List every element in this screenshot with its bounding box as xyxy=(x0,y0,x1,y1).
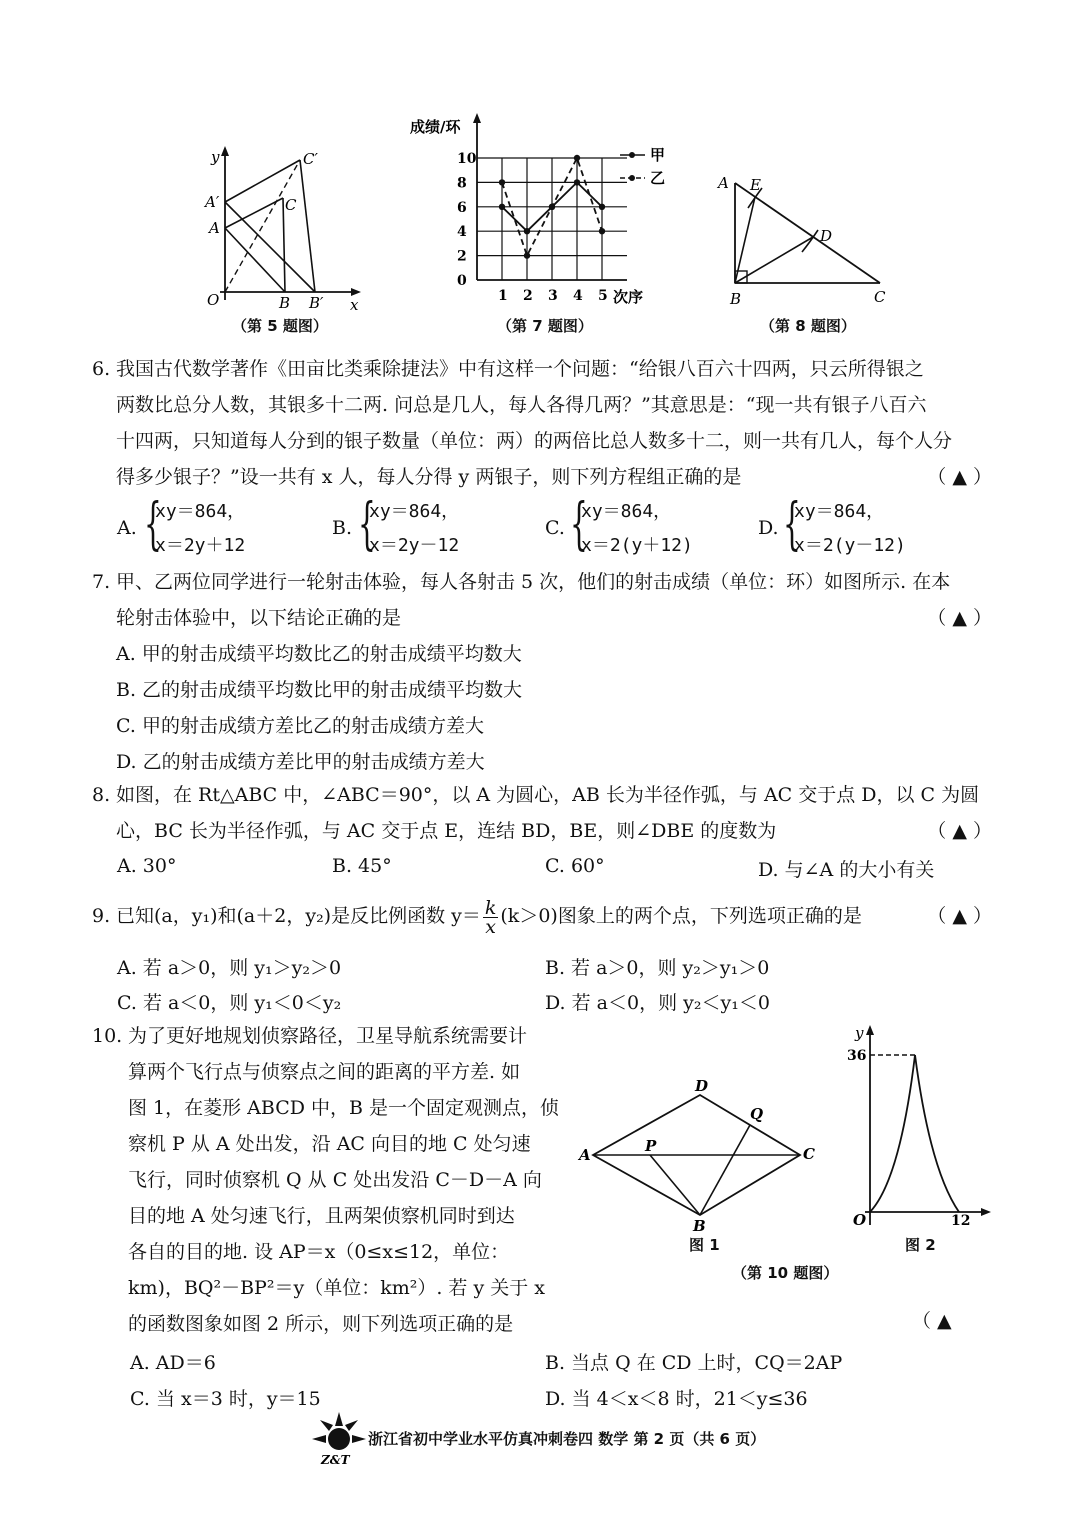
q10-number: 10. xyxy=(92,1025,123,1047)
footer-page-info: 浙江省初中学业水平仿真冲刺卷四 数学 第 2 页（共 6 页） xyxy=(368,1430,766,1448)
q6-answer-blank[interactable]: （ ▲ ） xyxy=(927,466,992,488)
fig7-point-yi xyxy=(524,252,530,258)
fig8-label-e: E xyxy=(750,176,761,194)
fig7-ytick: 0 xyxy=(457,273,467,289)
q6-option-d-label: D. xyxy=(758,517,779,539)
q6-option-a-label: A. xyxy=(117,517,137,539)
q8-option-b[interactable]: B. 45° xyxy=(332,855,392,877)
fig7-ytick: 8 xyxy=(457,175,467,192)
fig10-label-b: B xyxy=(693,1217,706,1235)
figure-5 xyxy=(195,140,370,310)
q6-option-a-brace: { xyxy=(144,492,162,557)
legend-yi-marker xyxy=(629,175,635,181)
fig5-caption: （第 5 题图） xyxy=(232,317,328,335)
fig10-label-d: D xyxy=(695,1077,709,1095)
q6-option-d-eq2: x＝2(y－12) xyxy=(794,535,906,556)
q10-line-8: km)，BQ²－BP²＝y（单位：km²）. 若 y 关于 x xyxy=(128,1277,545,1299)
q8-line-1: 如图，在 Rt△ABC 中，∠ABC＝90°，以 A 为圆心，AB 长为半径作弧，与 AC 交于点 D，以 C 为圆 xyxy=(116,784,980,806)
fig10-2-label-36: 36 xyxy=(847,1048,867,1064)
q6-option-c-brace: { xyxy=(570,492,588,557)
q6-option-c-eq2: x＝2(y＋12) xyxy=(581,535,693,556)
fig7-point-yi xyxy=(549,204,555,210)
fig5-label-b: B xyxy=(279,294,291,310)
fig7-xlabel: 次序 xyxy=(613,288,644,306)
fig8-label-b: B xyxy=(730,290,742,308)
fig7-point-yi xyxy=(574,155,580,161)
q6-line-1: 我国古代数学著作《田亩比类乘除捷法》中有这样一个问题：“给银八百六十四两，只云所得银之 xyxy=(116,358,924,380)
fig10-label-a: A xyxy=(579,1146,591,1164)
fig8-label-d: D xyxy=(820,227,833,245)
fig5-label-c: C xyxy=(285,196,297,214)
q9-fraction xyxy=(483,896,499,938)
q6-option-b-label: B. xyxy=(332,517,353,539)
fig5-label-cp: C′ xyxy=(303,150,318,168)
q10-option-b[interactable]: B. 当点 Q 在 CD 上时，CQ＝2AP xyxy=(545,1352,843,1374)
q6-option-c-eq1: xy＝864， xyxy=(581,501,672,522)
q6-line-3: 十四两，只知道每人分到的银子数量（单位：两）的两倍比总人数多十二，则一共有几人，每个人分 xyxy=(116,430,953,452)
legend-jia-label: 甲 xyxy=(650,146,666,164)
fig7-yaxis-arrow xyxy=(473,113,481,123)
q9-number: 9. xyxy=(92,905,111,927)
q10-line-3: 图 1，在菱形 ABCD 中，B 是一个固定观测点，侦 xyxy=(128,1097,560,1119)
fig10-caption: （第 10 题图） xyxy=(732,1264,839,1282)
fig7-point-yi xyxy=(599,228,605,234)
q10-line-6: 目的地 A 处匀速飞行，且两架侦察机同时到达 xyxy=(128,1205,515,1227)
fig5-label-bp: B′ xyxy=(309,294,324,310)
figure-7-chart xyxy=(405,110,685,315)
q7-number: 7. xyxy=(92,571,111,593)
q8-option-a[interactable]: A. 30° xyxy=(117,855,177,877)
fig10-2-caption: 图 2 xyxy=(905,1236,936,1254)
fig7-xtick: 2 xyxy=(523,288,533,304)
q7-option-b[interactable]: B. 乙的射击成绩平均数比甲的射击成绩平均数大 xyxy=(116,679,523,701)
q10-option-c[interactable]: C. 当 x＝3 时，y＝15 xyxy=(130,1388,321,1410)
q8-option-c[interactable]: C. 60° xyxy=(545,855,605,877)
fig10-label-q: Q xyxy=(750,1105,764,1123)
fig7-point-yi xyxy=(499,179,505,185)
q9-answer-blank[interactable]: （ ▲ ） xyxy=(927,905,992,927)
q6-option-b-eq1: xy＝864， xyxy=(369,501,460,522)
question-6 xyxy=(92,351,992,495)
legend-jia-marker xyxy=(629,152,635,158)
fig7-ylabel: 成绩/环 xyxy=(410,118,461,136)
q6-option-a-eq2: x＝2y＋12 xyxy=(155,535,246,556)
q6-line-4: 得多少银子？”设一共有 x 人，每人分得 y 两银子，则下列方程组正确的是 xyxy=(116,466,742,488)
q7-line-1: 甲、乙两位同学进行一轮射击体验，每人各射击 5 次，他们的射击成绩（单位：环）如图所示. 在本 xyxy=(116,571,951,593)
fig10-1-caption: 图 1 xyxy=(689,1236,720,1254)
fig10-label-p: P xyxy=(645,1137,657,1155)
q10-line-2: 算两个飞行点与侦察点之间的距离的平方差. 如 xyxy=(128,1061,521,1083)
fig7-ytick: 10 xyxy=(457,151,477,167)
fig8-caption: （第 8 题图） xyxy=(760,317,856,335)
q9-text-pre: 已知(a，y₁)和(a＋2，y₂)是反比例函数 y＝ xyxy=(116,905,481,927)
q6-option-c-label: C. xyxy=(545,517,565,539)
q10-line-5: 飞行，同时侦察机 Q 从 C 处出发沿 C－D－A 向 xyxy=(128,1169,542,1191)
q6-option-b-brace: { xyxy=(358,492,376,557)
q6-option-b-eq2: x＝2y－12 xyxy=(369,535,460,556)
fig10-label-c: C xyxy=(803,1145,815,1163)
question-7 xyxy=(92,564,992,780)
q7-answer-blank[interactable]: （ ▲ ） xyxy=(927,607,992,629)
fig8-label-a: A xyxy=(718,174,729,192)
q7-line-2: 轮射击体验中，以下结论正确的是 xyxy=(116,607,402,629)
fig5-label-a: A xyxy=(209,219,220,237)
question-10 xyxy=(92,1018,592,1342)
q9-option-b[interactable]: B. 若 a＞0，则 y₂＞y₁＞0 xyxy=(545,957,770,979)
q9-frac-numerator: k xyxy=(484,896,497,919)
fig5-label-ap: A′ xyxy=(205,193,220,211)
q7-option-d[interactable]: D. 乙的射击成绩方差比甲的射击成绩方差大 xyxy=(116,751,485,773)
q10-line-9: 的函数图象如图 2 所示，则下列选项正确的是 xyxy=(128,1313,514,1335)
q9-option-d[interactable]: D. 若 a＜0，则 y₂＜y₁＜0 xyxy=(545,992,770,1014)
fig7-point-jia xyxy=(574,179,580,185)
fig7-ytick: 2 xyxy=(457,248,467,265)
fig5-label-x: x xyxy=(350,296,359,310)
fig7-xtick: 3 xyxy=(548,288,558,304)
q6-option-a-eq1: xy＝864， xyxy=(155,501,246,522)
figure-10-2 xyxy=(835,1020,995,1230)
q6-option-d-eq1: xy＝864， xyxy=(794,501,885,522)
fig7-caption: （第 7 题图） xyxy=(497,317,593,335)
q9-option-c[interactable]: C. 若 a＜0，则 y₁＜0＜y₂ xyxy=(117,992,342,1014)
fig8-label-c: C xyxy=(874,288,886,306)
q8-answer-blank[interactable]: （ ▲ ） xyxy=(927,820,992,842)
q10-answer-blank[interactable]: （ ▲ xyxy=(912,1310,952,1332)
q8-number: 8. xyxy=(92,784,111,806)
q10-option-d[interactable]: D. 当 4＜x＜8 时，21＜y≤36 xyxy=(545,1388,808,1410)
q8-line-2: 心，BC 长为半径作弧，与 AC 交于点 E，连结 BD，BE，则∠DBE 的度数为 xyxy=(116,820,777,842)
legend-yi-label: 乙 xyxy=(650,169,666,187)
fig5-label-y: y xyxy=(211,148,220,166)
question-9 xyxy=(92,898,992,936)
footer-logo-text: Z&T xyxy=(321,1453,350,1467)
q10-line-4: 察机 P 从 A 处出发，沿 AC 向目的地 C 处匀速 xyxy=(128,1133,531,1155)
fig7-ytick: 6 xyxy=(457,199,467,216)
q6-option-d-brace: { xyxy=(783,492,801,557)
q7-option-c[interactable]: C. 甲的射击成绩方差比乙的射击成绩方差大 xyxy=(116,715,484,737)
fig5-label-o: O xyxy=(207,291,220,309)
footer-logo xyxy=(310,1410,368,1468)
q10-line-7: 各自的目的地. 设 AP＝x（0≤x≤12，单位： xyxy=(128,1241,510,1263)
fig7-point-jia xyxy=(524,228,530,234)
fig7-xtick: 4 xyxy=(573,288,583,304)
q9-text-post: (k＞0)图象上的两个点，下列选项正确的是 xyxy=(500,905,862,927)
fig7-point-jia xyxy=(499,204,505,210)
q9-frac-denominator: x xyxy=(485,915,496,938)
q10-option-a[interactable]: A. AD＝6 xyxy=(130,1352,216,1374)
q8-option-d[interactable]: D. 与∠A 的大小有关 xyxy=(758,859,935,881)
fig7-point-jia xyxy=(599,204,605,210)
q6-line-2: 两数比总分人数，其银多十二两. 问总是几人，每人各得几两？”其意思是：“现一共有银子八百六 xyxy=(116,394,927,416)
fig10-2-label-o: O xyxy=(853,1211,867,1229)
q6-number: 6. xyxy=(92,358,111,380)
fig7-xtick: 1 xyxy=(498,288,508,304)
figure-10-1 xyxy=(575,1075,820,1255)
fig10-2-label-12: 12 xyxy=(951,1213,971,1229)
fig7-ytick: 4 xyxy=(457,224,467,241)
q9-option-a[interactable]: A. 若 a＞0，则 y₁＞y₂＞0 xyxy=(117,957,342,979)
fig7-xtick: 5 xyxy=(598,288,608,304)
question-8 xyxy=(92,777,992,849)
q10-line-1: 为了更好地规划侦察路径，卫星导航系统需要计 xyxy=(128,1025,528,1047)
q7-option-a[interactable]: A. 甲的射击成绩平均数比乙的射击成绩平均数大 xyxy=(116,643,522,665)
figure-8 xyxy=(710,168,900,308)
fig10-2-label-y: y xyxy=(855,1024,864,1042)
